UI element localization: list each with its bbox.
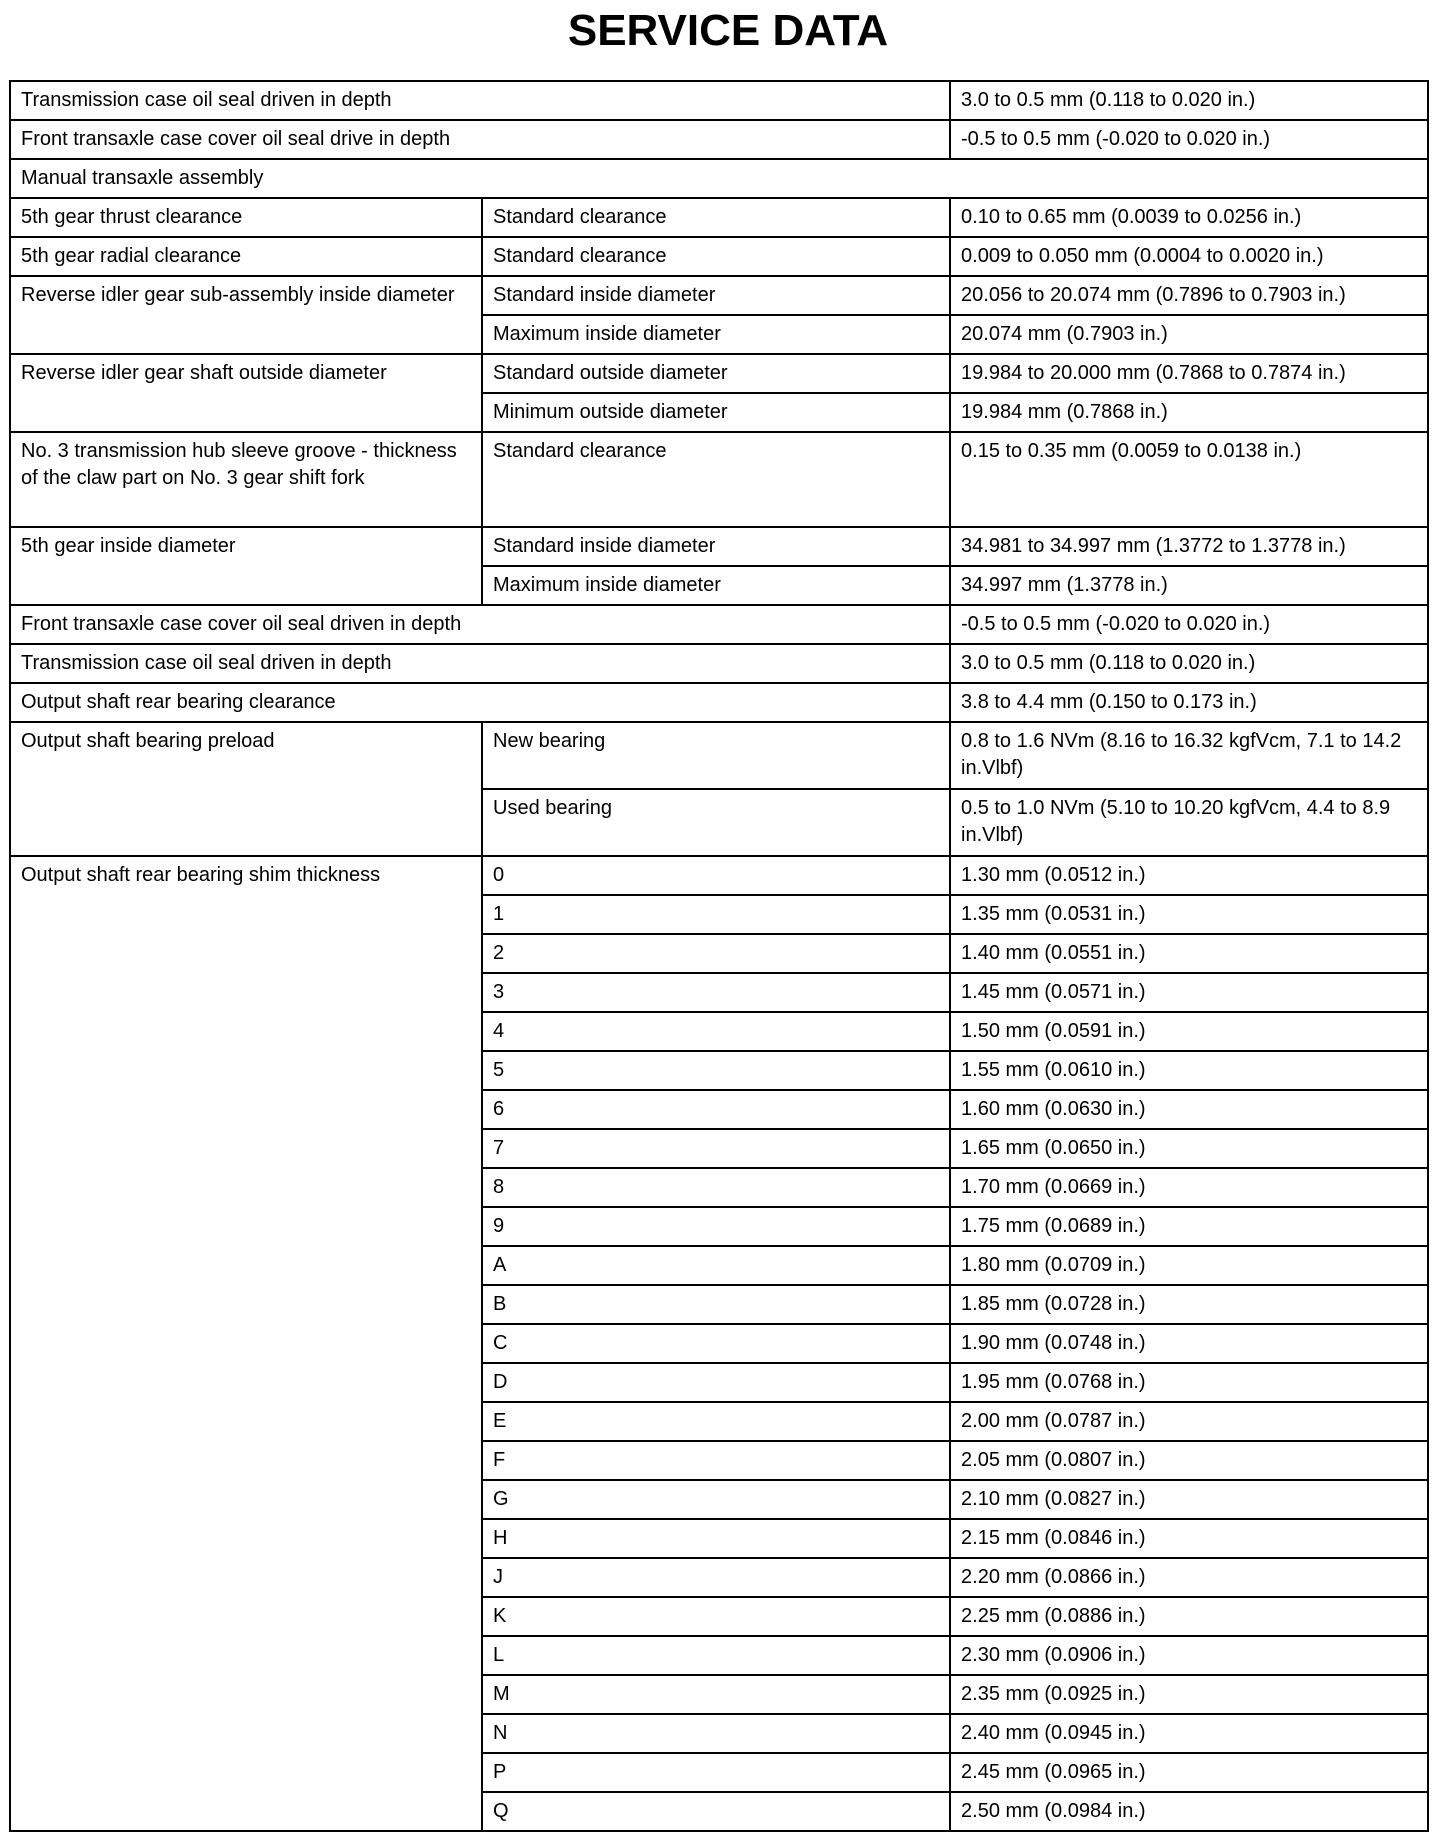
table-row [10, 683, 1428, 722]
shim-mark: 2 [482, 934, 950, 973]
shim-mark: M [482, 1675, 950, 1714]
shim-mark: G [482, 1480, 950, 1519]
shim-thickness: 2.15 mm (0.0846 in.) [950, 1519, 1428, 1558]
shim-mark: 3 [482, 973, 950, 1012]
shim-thickness: 1.70 mm (0.0669 in.) [950, 1168, 1428, 1207]
shim-mark: L [482, 1636, 950, 1675]
shim-mark: P [482, 1753, 950, 1792]
shim-thickness: 1.40 mm (0.0551 in.) [950, 934, 1428, 973]
shim-thickness: 1.50 mm (0.0591 in.) [950, 1012, 1428, 1051]
shim-mark: 0 [482, 856, 950, 895]
shim-thickness: 2.50 mm (0.0984 in.) [950, 1792, 1428, 1831]
item-cell: Transmission case oil seal driven in depth [10, 644, 950, 683]
value-cell: 34.981 to 34.997 mm (1.3772 to 1.3778 in.) [950, 527, 1428, 566]
table-row [10, 81, 1428, 120]
shim-mark: C [482, 1324, 950, 1363]
item-cell: Front transaxle case cover oil seal driven in depth [10, 605, 950, 644]
shim-mark: B [482, 1285, 950, 1324]
table-row [10, 120, 1428, 159]
shim-mark: J [482, 1558, 950, 1597]
condition-cell: Standard outside diameter [482, 354, 950, 393]
shim-mark: 7 [482, 1129, 950, 1168]
shim-row [10, 856, 1428, 895]
shim-mark: 9 [482, 1207, 950, 1246]
table-row [10, 354, 1428, 393]
shim-thickness: 1.75 mm (0.0689 in.) [950, 1207, 1428, 1246]
condition-cell: Standard inside diameter [482, 527, 950, 566]
page-title: SERVICE DATA [567, 6, 889, 55]
item-cell: Output shaft rear bearing shim thickness [10, 856, 482, 1831]
section-heading: Manual transaxle assembly [10, 159, 1428, 198]
value-cell: -0.5 to 0.5 mm (-0.020 to 0.020 in.) [950, 120, 1428, 159]
item-cell: 5th gear inside diameter [10, 527, 482, 605]
table-row [10, 644, 1428, 683]
table-row [10, 237, 1428, 276]
shim-mark: 5 [482, 1051, 950, 1090]
value-cell: 0.8 to 1.6 NVm (8.16 to 16.32 kgfVcm, 7.1 to 14.2 in.Vlbf) [950, 722, 1428, 789]
shim-mark: 1 [482, 895, 950, 934]
shim-mark: 6 [482, 1090, 950, 1129]
shim-thickness: 1.60 mm (0.0630 in.) [950, 1090, 1428, 1129]
item-cell: Transmission case oil seal driven in depth [10, 81, 950, 120]
condition-cell: New bearing [482, 722, 950, 789]
shim-thickness: 2.05 mm (0.0807 in.) [950, 1441, 1428, 1480]
condition-cell: Standard inside diameter [482, 276, 950, 315]
table-row [10, 276, 1428, 315]
value-cell: 19.984 mm (0.7868 in.) [950, 393, 1428, 432]
shim-thickness: 2.10 mm (0.0827 in.) [950, 1480, 1428, 1519]
shim-mark: F [482, 1441, 950, 1480]
value-cell: 3.0 to 0.5 mm (0.118 to 0.020 in.) [950, 81, 1428, 120]
shim-thickness: 2.20 mm (0.0866 in.) [950, 1558, 1428, 1597]
service-data-table [9, 80, 1429, 1832]
shim-thickness: 1.30 mm (0.0512 in.) [950, 856, 1428, 895]
value-cell: 0.009 to 0.050 mm (0.0004 to 0.0020 in.) [950, 237, 1428, 276]
table-row [10, 722, 1428, 789]
shim-mark: K [482, 1597, 950, 1636]
value-cell: 3.0 to 0.5 mm (0.118 to 0.020 in.) [950, 644, 1428, 683]
shim-thickness: 1.85 mm (0.0728 in.) [950, 1285, 1428, 1324]
shim-thickness: 1.65 mm (0.0650 in.) [950, 1129, 1428, 1168]
shim-thickness: 1.35 mm (0.0531 in.) [950, 895, 1428, 934]
condition-cell: Standard clearance [482, 432, 950, 527]
item-cell: 5th gear thrust clearance [10, 198, 482, 237]
value-cell: -0.5 to 0.5 mm (-0.020 to 0.020 in.) [950, 605, 1428, 644]
item-cell: Reverse idler gear shaft outside diameter [10, 354, 482, 432]
item-cell: 5th gear radial clearance [10, 237, 482, 276]
shim-thickness: 2.30 mm (0.0906 in.) [950, 1636, 1428, 1675]
condition-cell: Used bearing [482, 789, 950, 856]
shim-thickness: 1.95 mm (0.0768 in.) [950, 1363, 1428, 1402]
item-cell: Front transaxle case cover oil seal drive in depth [10, 120, 950, 159]
condition-cell: Maximum inside diameter [482, 566, 950, 605]
value-cell: 20.074 mm (0.7903 in.) [950, 315, 1428, 354]
item-cell: Output shaft bearing preload [10, 722, 482, 856]
table-row [10, 198, 1428, 237]
shim-mark: Q [482, 1792, 950, 1831]
shim-thickness: 2.45 mm (0.0965 in.) [950, 1753, 1428, 1792]
table-row [10, 527, 1428, 566]
shim-mark: 8 [482, 1168, 950, 1207]
shim-mark: D [482, 1363, 950, 1402]
shim-thickness: 1.55 mm (0.0610 in.) [950, 1051, 1428, 1090]
shim-thickness: 2.25 mm (0.0886 in.) [950, 1597, 1428, 1636]
shim-thickness: 1.90 mm (0.0748 in.) [950, 1324, 1428, 1363]
shim-mark: H [482, 1519, 950, 1558]
shim-thickness: 2.40 mm (0.0945 in.) [950, 1714, 1428, 1753]
item-cell: Reverse idler gear sub-assembly inside diameter [10, 276, 482, 354]
item-cell: No. 3 transmission hub sleeve groove - thickness of the claw part on No. 3 gear shift fork [10, 432, 482, 527]
value-cell: 34.997 mm (1.3778 in.) [950, 566, 1428, 605]
value-cell: 0.10 to 0.65 mm (0.0039 to 0.0256 in.) [950, 198, 1428, 237]
value-cell: 0.15 to 0.35 mm (0.0059 to 0.0138 in.) [950, 432, 1428, 527]
condition-cell: Maximum inside diameter [482, 315, 950, 354]
value-cell: 19.984 to 20.000 mm (0.7868 to 0.7874 in.) [950, 354, 1428, 393]
table-row [10, 605, 1428, 644]
shim-mark: E [482, 1402, 950, 1441]
value-cell: 3.8 to 4.4 mm (0.150 to 0.173 in.) [950, 683, 1428, 722]
item-cell: Output shaft rear bearing clearance [10, 683, 950, 722]
condition-cell: Minimum outside diameter [482, 393, 950, 432]
shim-mark: N [482, 1714, 950, 1753]
value-cell: 20.056 to 20.074 mm (0.7896 to 0.7903 in.) [950, 276, 1428, 315]
shim-thickness: 2.00 mm (0.0787 in.) [950, 1402, 1428, 1441]
value-cell: 0.5 to 1.0 NVm (5.10 to 10.20 kgfVcm, 4.4 to 8.9 in.Vlbf) [950, 789, 1428, 856]
shim-thickness: 1.80 mm (0.0709 in.) [950, 1246, 1428, 1285]
condition-cell: Standard clearance [482, 198, 950, 237]
table-row [10, 432, 1428, 527]
section-row [10, 159, 1428, 198]
shim-mark: A [482, 1246, 950, 1285]
shim-thickness: 2.35 mm (0.0925 in.) [950, 1675, 1428, 1714]
shim-thickness: 1.45 mm (0.0571 in.) [950, 973, 1428, 1012]
shim-mark: 4 [482, 1012, 950, 1051]
condition-cell: Standard clearance [482, 237, 950, 276]
